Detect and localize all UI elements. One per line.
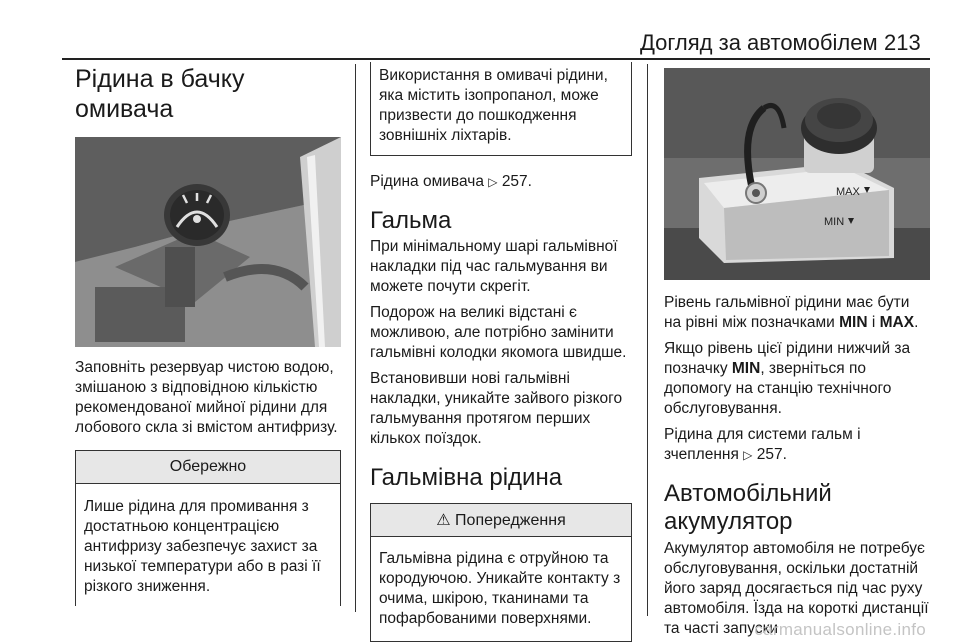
clutch-fluid-reference (664, 425, 930, 465)
washer-reservoir-illustration (75, 137, 341, 347)
brake-fluid-reservoir-illustration (664, 68, 930, 280)
caution-box (75, 450, 341, 606)
washer-ref-label: Рідина омивача (370, 173, 484, 190)
section-heading-brakes: Гальма (370, 207, 452, 234)
low-level-text-start: Якщо рівень цієї рідини нижчий за позначку (664, 340, 911, 377)
section-heading-battery: Автомобільний акумулятор (664, 480, 832, 535)
battery-paragraph: Акумулятор автомобіля не потребує обслуговування, оскільки достатній його заряд досягається під час руху автомобіля. Їзда на короткі дистанції та часті запуски (664, 540, 929, 637)
caution-text: Лише рідина для промивання з достатньою концентрацією антифризу забезпечує захист за низької температури або в разі її різкого зниження. (84, 498, 321, 595)
washer-reservoir-photo (75, 137, 341, 347)
column-2 (370, 62, 632, 642)
page-number: 213 (884, 30, 921, 55)
brakes-paragraph-3: Встановивши нові гальмівні накладки, уникайте зайвого різкого гальмування протягом перших кількох поїздок. (370, 370, 623, 447)
max-mark-label: MAX (836, 186, 860, 198)
clutch-ref-label: Рідина для системи гальм і зчеплення (664, 426, 861, 463)
warning-text: Гальмівна рідина є отруйною та кородуючою. Уникайте контакту з очима, шкірою, тканинами та пофарбованими поверхнями. (379, 550, 621, 627)
running-header-title: Догляд за автомобілем (640, 30, 878, 55)
level-max-mark: MAX (879, 314, 915, 331)
warning-title: Попередження (455, 512, 566, 529)
brakes-paragraph-1: При мінімальному шарі гальмівної накладки під час гальмування ви можете почути скрегіт. (370, 238, 618, 295)
column-1 (75, 62, 341, 606)
notice-box-continued (370, 62, 632, 156)
brakes-paragraph-2: Подорож на великі відстані є можливою, але потрібно замінити гальмівні колодки якомога швидше. (370, 304, 627, 361)
column-separator-left (355, 64, 356, 612)
warning-triangle-icon: ⚠ (436, 512, 451, 529)
column-3 (664, 62, 930, 639)
low-level-text-end: , зверніться по допомогу на станцію технічного обслуговування. (664, 360, 892, 417)
washer-fluid-reference (370, 172, 632, 192)
low-level-min-mark: MIN (731, 360, 761, 377)
page-reference-icon: ▷ (743, 448, 753, 462)
watermark: carmanualsonline.info (754, 620, 926, 639)
washer-ref-page: 257. (501, 173, 532, 190)
washer-fill-instruction: Заповніть резервуар чистою водою, змішаною з відповідною кількістю рекомендованої мийної рідини для лобового скла зі вмістом антифризу. (75, 359, 338, 436)
column-separator-right (647, 64, 648, 616)
header-rule (62, 58, 930, 60)
notice-text: Використання в омивачі рідини, яка містить ізопропанол, може призвести до пошкодження зовнішніх ліхтарів. (379, 67, 608, 144)
level-text-start: Рівень гальмівної рідини має бути на рівні між позначками (664, 294, 910, 331)
clutch-ref-page: 257. (756, 446, 787, 463)
brake-fluid-level-text: Рівень гальмівної рідини має бути на рівні між позначками MIN і MAX. (664, 294, 919, 331)
section-heading-washer-fluid: Рідина в бачку омивача (75, 65, 245, 123)
level-text-and: і (871, 314, 876, 331)
warning-box (370, 503, 632, 642)
low-level-text (664, 339, 930, 419)
caution-title: Обережно (76, 451, 340, 484)
level-min-mark: MIN (839, 314, 868, 331)
warning-header (371, 504, 631, 537)
page-reference-icon: ▷ (488, 175, 498, 189)
min-mark-label: MIN (824, 216, 845, 228)
section-heading-brake-fluid: Гальмівна рідина (370, 464, 563, 491)
brake-fluid-reservoir-photo (664, 68, 930, 280)
